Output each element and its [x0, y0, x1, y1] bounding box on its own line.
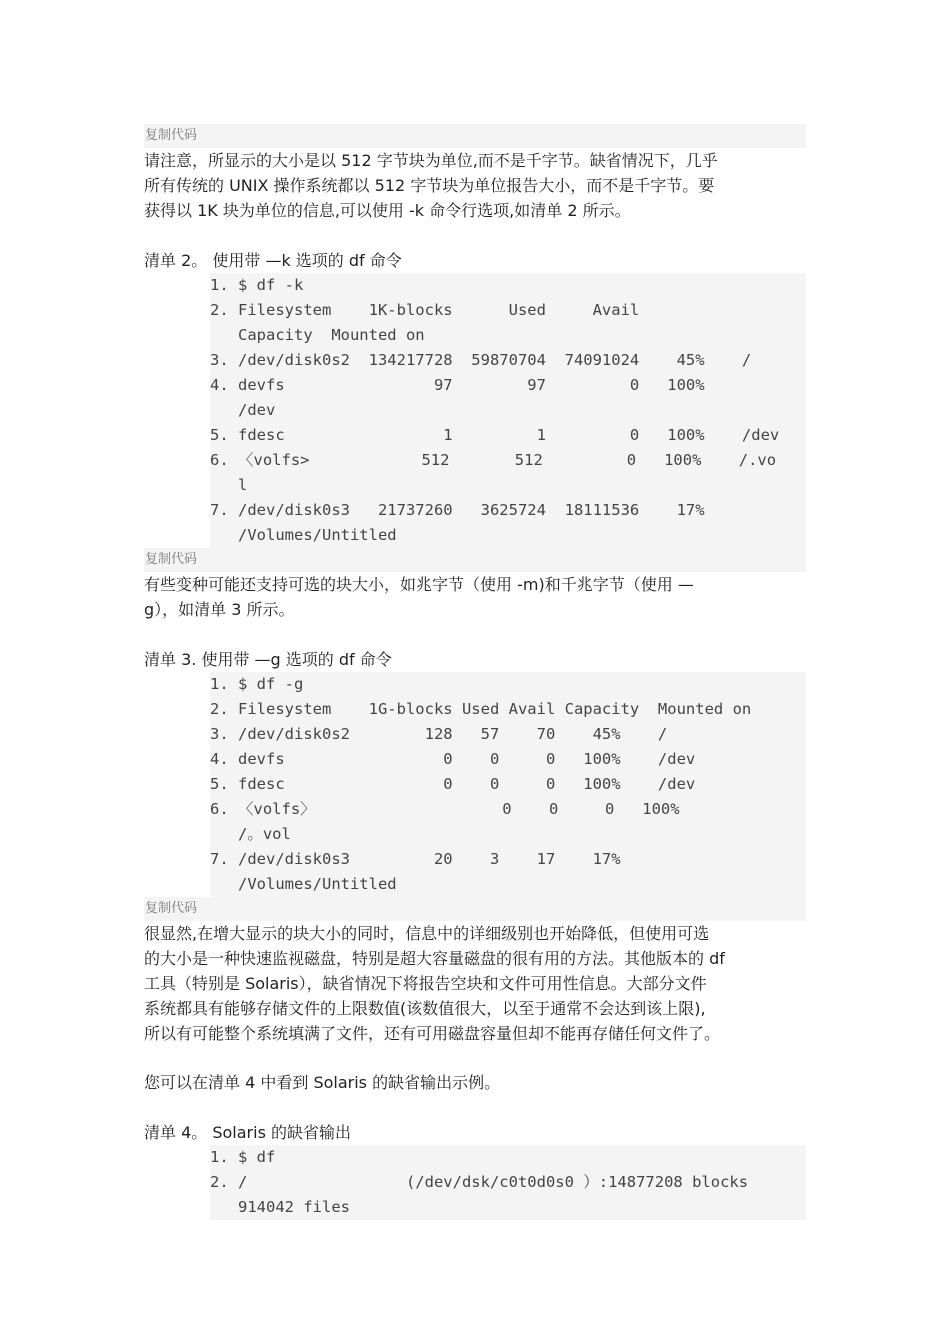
- code-line: 7. /dev/disk0s3 21737260 3625724 18111536 17%: [210, 501, 705, 519]
- code-line: 5. fdesc 0 0 0 100% /dev: [210, 775, 696, 793]
- code-text: [210, 672, 806, 897]
- code-line: 1. $ df: [210, 1148, 276, 1166]
- code-block-listing-4: [210, 1145, 806, 1220]
- code-line: 1. $ df -g: [210, 675, 304, 693]
- code-line: Capacity Mounted on: [210, 326, 425, 344]
- paragraph-line: 有些变种可能还支持可选的块大小，如兆字节（使用 -m)和千兆字节（使用 —: [144, 575, 694, 594]
- code-line: 4. devfs 0 0 0 100% /dev: [210, 750, 696, 768]
- paragraph-line: 工具（特别是 Solaris），缺省情况下将报告空块和文件可用性信息。大部分文件: [144, 974, 707, 993]
- paragraph-solaris-explanation: [144, 921, 808, 1046]
- paragraph-line: 很显然,在增大显示的块大小的同时，信息中的详细级别也开始降低，但使用可选: [144, 924, 710, 943]
- paragraph-block-size: [144, 148, 808, 223]
- code-line: 3. /dev/disk0s2 128 57 70 45% /: [210, 725, 668, 743]
- code-line: /Volumes/Untitled: [210, 875, 397, 893]
- code-line: 2. Filesystem 1G-blocks Used Avail Capacity Mounted on: [210, 700, 752, 718]
- listing-2-title: 清单 2。 使用带 —k 选项的 df 命令: [144, 251, 402, 270]
- paragraph-line: 请注意，所显示的大小是以 512 字节块为单位,而不是千字节。缺省情况下，几乎: [144, 151, 718, 170]
- paragraph-line: 所有传统的 UNIX 操作系统都以 512 字节块为单位报告大小，而不是千字节。要: [144, 176, 715, 195]
- listing-4-title: 清单 4。 Solaris 的缺省输出: [144, 1123, 351, 1142]
- code-line: 6. 〈volfs> 512 512 0 100% /.vo: [210, 451, 777, 469]
- code-line: /。vol: [210, 825, 291, 843]
- paragraph-optional-sizes: [144, 572, 808, 622]
- paragraph-line: 获得以 1K 块为单位的信息,可以使用 -k 命令行选项,如清单 2 所示。: [144, 201, 631, 220]
- code-text: [210, 273, 806, 548]
- copy-code-link[interactable]: 复制代码: [144, 897, 806, 921]
- code-block-listing-2: [210, 273, 806, 548]
- paragraph-line: 系统都具有能够存储文件的上限数值(该数值很大，以至于通常不会达到该上限),: [144, 999, 706, 1018]
- code-line: 7. /dev/disk0s3 20 3 17 17%: [210, 850, 621, 868]
- code-line: /Volumes/Untitled: [210, 526, 397, 544]
- code-line: 3. /dev/disk0s2 134217728 59870704 74091024 45% /: [210, 351, 752, 369]
- listing-3-title: 清单 3. 使用带 —g 选项的 df 命令: [144, 650, 392, 669]
- code-block-listing-3: [210, 672, 806, 897]
- code-line: l: [210, 476, 248, 494]
- paragraph-line: g），如清单 3 所示。: [144, 600, 295, 619]
- code-line: 2. / (/dev/dsk/c0t0d0s0 ）:14877208 blocks: [210, 1173, 749, 1191]
- copy-code-link[interactable]: 复制代码: [144, 124, 806, 148]
- code-line: 2. Filesystem 1K-blocks Used Avail: [210, 301, 640, 319]
- code-line: 5. fdesc 1 1 0 100% /dev: [210, 426, 780, 444]
- code-line: 6. 〈volfs〉 0 0 0 100%: [210, 800, 680, 818]
- paragraph-line: 所以有可能整个系统填满了文件，还有可用磁盘容量但却不能再存储任何文件了。: [144, 1024, 721, 1043]
- code-line: /dev: [210, 401, 276, 419]
- code-line: 1. $ df -k: [210, 276, 304, 294]
- paragraph-solaris-example: 您可以在清单 4 中看到 Solaris 的缺省输出示例。: [144, 1073, 501, 1092]
- code-text: [210, 1145, 806, 1220]
- copy-code-link[interactable]: 复制代码: [144, 548, 806, 572]
- code-line: 4. devfs 97 97 0 100%: [210, 376, 705, 394]
- paragraph-line: 的大小是一种快速监视磁盘，特别是超大容量磁盘的很有用的方法。其他版本的 df: [144, 949, 725, 968]
- code-line: 914042 files: [210, 1198, 350, 1216]
